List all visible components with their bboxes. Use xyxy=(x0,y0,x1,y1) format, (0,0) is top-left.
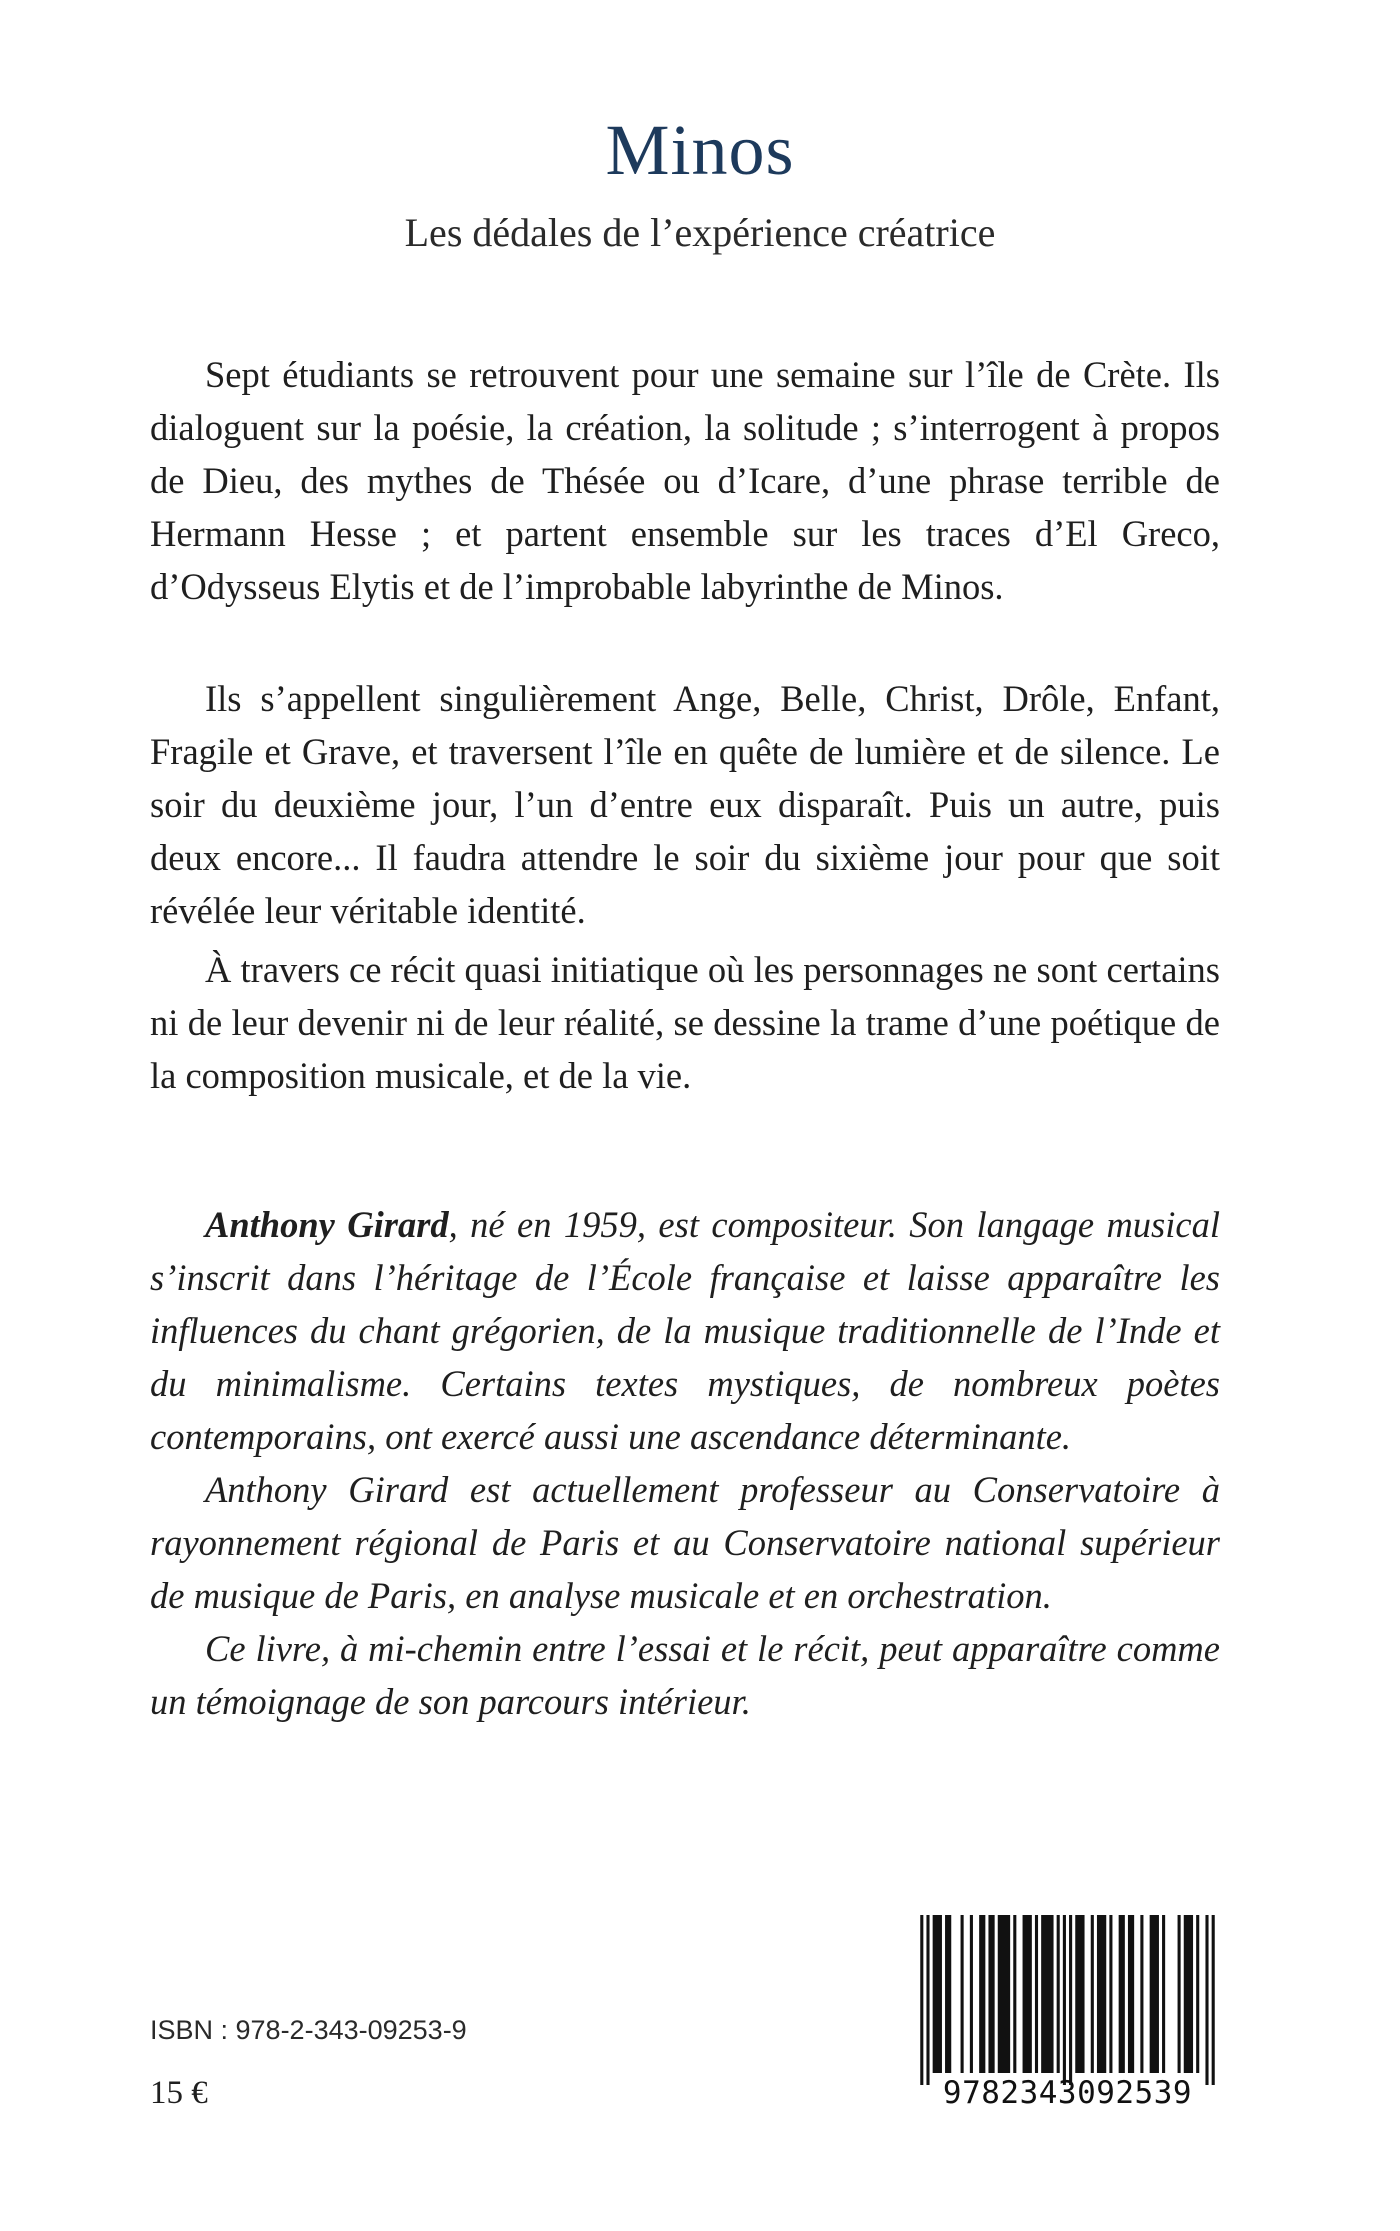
barcode-digits: 9782343092539 xyxy=(942,2075,1193,2111)
barcode-bar xyxy=(1162,1915,1165,2073)
barcode-bar xyxy=(1196,1915,1199,2073)
barcode-bar xyxy=(1178,1915,1181,2073)
blurb-paragraph: Sept étudiants se retrouvent pour une semaine sur l’île de Crète. Ils dialoguent sur la poésie, la création, la solitude ; s’interrogent à propos de Dieu, des mythes de Thésée ou d’Icare, d’une phrase terrible de Hermann Hesse ; et partent ensemble sur les traces d’El Greco, d’Odysseus Elytis et de l’improbable labyrinthe de Minos. xyxy=(150,354,1220,607)
barcode-bar xyxy=(933,1915,942,2073)
blurb-paragraph: Ils s’appellent singulièrement Ange, Belle, Christ, Drôle, Enfant, Fragile et Grave, et traversent l’île en quête de lumière et de silence. Le soir du deuxième jour, l’un d’entre eux disparaît. Puis un autre, puis deux encore... Il faudra attendre le soir du sixième jour pour que soit révélée leur véritable identité. xyxy=(150,678,1220,931)
barcode-bar xyxy=(1069,1915,1072,2085)
blurb-section-1 xyxy=(150,348,1220,613)
barcode-bar xyxy=(1212,1915,1215,2085)
barcode-bar xyxy=(1119,1915,1125,2073)
blurb-section-2 xyxy=(150,672,1220,937)
barcode-bar xyxy=(1063,1915,1066,2085)
barcode-bar xyxy=(1205,1915,1208,2085)
barcode-bar xyxy=(1023,1915,1032,2073)
blurb-paragraph: À travers ce récit quasi initiatique où les personnages ne sont certains ni de leur devenir ni de leur réalité, se dessine la trame d’une poétique de la composition musicale, et de la vie. xyxy=(150,949,1220,1096)
barcode-bar xyxy=(998,1915,1010,2073)
barcode-bars xyxy=(915,1915,1220,2085)
price-label: 15 € xyxy=(150,2075,208,2111)
barcode-bar xyxy=(1091,1915,1094,2073)
barcode-bar xyxy=(926,1915,929,2085)
barcode-bar xyxy=(961,1915,964,2073)
author-name: Anthony Girard xyxy=(205,1204,449,1245)
barcode-bar xyxy=(945,1915,951,2073)
author-bio xyxy=(150,1198,1220,1728)
barcode-bar xyxy=(970,1915,973,2073)
barcode-bar xyxy=(1057,1915,1060,2073)
blurb-section-3 xyxy=(150,943,1220,1102)
barcode-bar xyxy=(1035,1915,1038,2073)
author-bio-text: , né en 1959, est compositeur. Son langage musical s’inscrit dans l’héritage de l’École française et laisse apparaître les influences du chant grégorien, de la musique traditionnelle de l’Inde et du minimalisme. Certains textes mystiques, de nombreux poètes contemporains, ont exercé aussi une ascendance déterminante. xyxy=(150,1204,1220,1457)
author-bio-paragraph-1 xyxy=(150,1198,1220,1463)
isbn-label: ISBN : 978-2-343-09253-9 xyxy=(150,2015,467,2045)
barcode-bar xyxy=(1075,1915,1084,2073)
author-bio-paragraph-3: Ce livre, à mi-chemin entre l’essai et le récit, peut apparaître comme un témoignage de son parcours intérieur. xyxy=(150,1628,1220,1722)
barcode-bar xyxy=(1109,1915,1112,2073)
barcode-bar xyxy=(1013,1915,1016,2073)
barcode-bar xyxy=(1128,1915,1134,2073)
book-title: Minos xyxy=(605,110,795,190)
author-bio-paragraph-2: Anthony Girard est actuellement professeur au Conservatoire à rayonnement régional de Paris et au Conservatoire national supérieur de musique de Paris, en analyse musicale et en orchestration. xyxy=(150,1469,1220,1616)
barcode-bar xyxy=(979,1915,985,2073)
barcode-bar xyxy=(1041,1915,1053,2073)
barcode-bar xyxy=(1150,1915,1159,2073)
barcode-bar xyxy=(1097,1915,1106,2073)
barcode-bar xyxy=(1140,1915,1143,2073)
barcode-bar xyxy=(920,1915,923,2085)
barcode xyxy=(915,1915,1220,2110)
book-subtitle: Les dédales de l’expérience créatrice xyxy=(404,210,996,255)
barcode-bar xyxy=(1184,1915,1193,2073)
barcode-bar xyxy=(988,1915,994,2073)
